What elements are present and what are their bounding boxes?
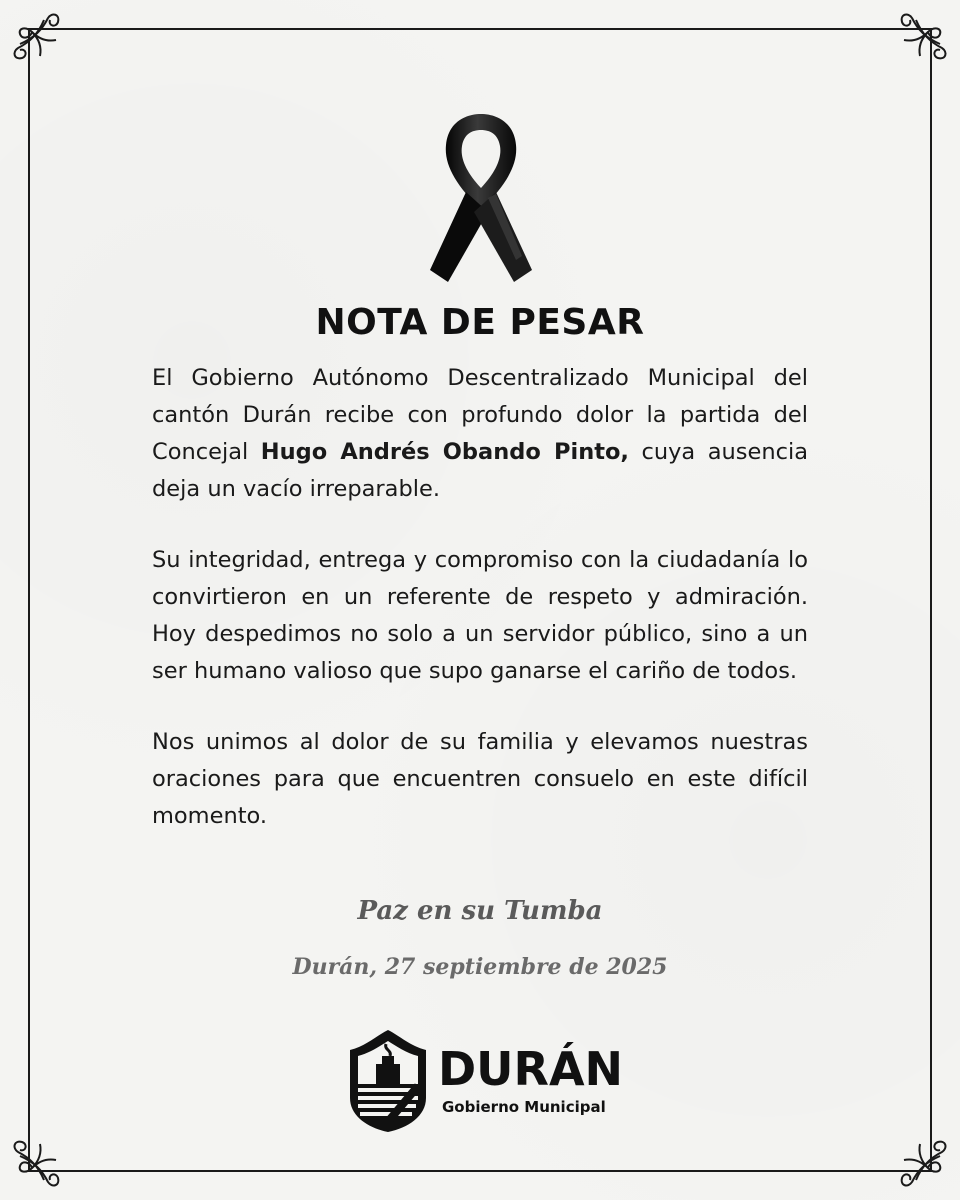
note-body [152,360,808,869]
paragraph-1-intro: El Gobierno Autónomo Descentralizado Municipal del cantón Durán recibe con profundo dolor la partida del Concejal [152,365,808,465]
black-mourning-ribbon-icon [426,110,536,290]
logo-subtitle: Gobierno Municipal [442,1098,606,1116]
paragraph-2: Su integridad, entrega y compromiso con la ciudadanía lo convirtieron en un referente de respeto y admiración. Hoy despedimos no solo a un servidor público, sino a un ser humano valioso que supo ganarse el cariño de todos. [152,547,808,684]
page-title: NOTA DE PESAR [315,302,645,343]
paragraph-1 [152,360,808,508]
place-date: Durán, 27 septiembre de 2025 [292,954,668,980]
flourish-corner-icon [12,1116,84,1188]
paragraph-1-end: cuya ausencia deja un vacío irreparable. [152,439,808,502]
duran-shield-emblem-icon [346,1028,430,1134]
logo-name: DURÁN [438,1042,624,1096]
flourish-corner-icon [12,12,84,84]
deceased-name: Hugo Andrés Obando Pinto, [260,439,629,465]
municipal-logo [346,1028,626,1138]
closing-phrase: Paz en su Tumba [357,896,603,926]
paragraph-3: Nos unimos al dolor de su familia y elevamos nuestras oraciones para que encuentren consuelo en este difícil momento. [152,729,808,829]
flourish-corner-icon [876,1116,948,1188]
flourish-corner-icon [876,12,948,84]
